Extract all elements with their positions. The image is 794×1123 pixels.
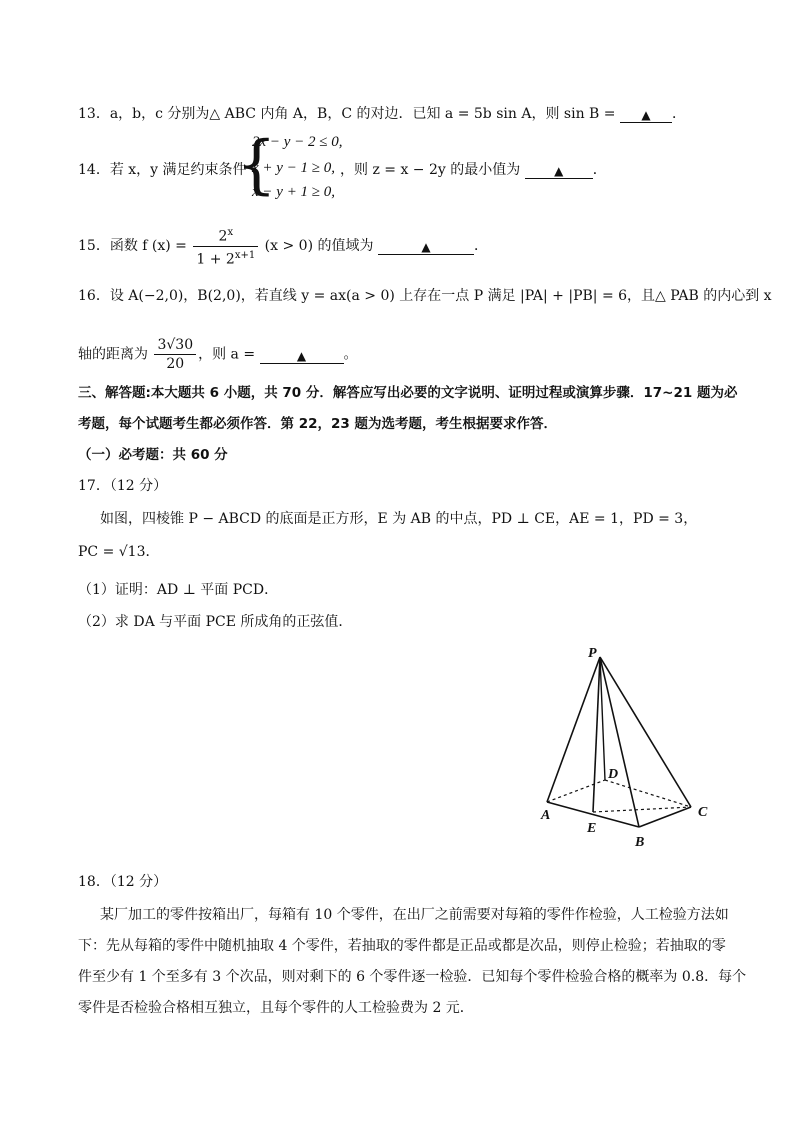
q14-brace: {	[236, 128, 277, 202]
q15-frac-denominator: $1 + 2^{x+1}$	[196, 249, 256, 268]
q13-end: ．	[671, 106, 686, 122]
section-3-subheading: （一）必考题：共 60 分	[78, 447, 228, 463]
question-16-line2	[78, 336, 358, 373]
q15-answer-mark: ▲	[421, 240, 431, 255]
q13-answer-mark: ▲	[641, 108, 651, 122]
edge-PE	[593, 657, 600, 812]
q15-frac-numerator: 2$^x$	[193, 224, 258, 247]
q16-text-b: 轴的距离为	[78, 346, 148, 363]
q16-fraction	[154, 336, 196, 373]
q13-number: 13．	[78, 106, 110, 122]
q16-answer-blank	[260, 347, 344, 364]
q14-condition-2: x + y − 1 ≥ 0,	[252, 160, 336, 176]
q18-header: 18．（12 分）	[78, 874, 168, 890]
q18-line-2: 下：先从每箱的零件中随机抽取 4 个零件，若抽取的零件都是正品或都是次品，则停止检验；若抽取的零	[78, 938, 726, 954]
q14-condition-3: x − y + 1 ≥ 0,	[252, 184, 336, 200]
section-3-heading-line1: 三、解答题:本大题共 6 小题，共 70 分．解答应写出必要的文字说明、证明过程或演算步骤．17~21 题为必	[78, 385, 738, 401]
label-P: P	[588, 646, 597, 661]
q18-line-3: 件至少有 1 个至多有 3 个次品，则对剩下的 6 个零件逐一检验．已知每个零件检验合格的概率为 0.8．每个	[78, 969, 747, 985]
q16-frac-numerator: 3√30	[154, 336, 196, 355]
q17-part-1: （1）证明：AD ⊥ 平面 PCD．	[78, 582, 279, 598]
question-14-tail	[340, 160, 607, 180]
q16-frac-denominator: 20	[166, 356, 185, 372]
edge-PA	[547, 657, 600, 802]
question-15	[78, 224, 488, 268]
q14-text-a: 若 x，y 满足约束条件	[109, 162, 247, 178]
q16-end: 。	[343, 346, 358, 363]
q13-text: a，b，c 分别为△ ABC 内角 A，B，C 的对边．已知 a = 5b sin A，则 sin B =	[109, 106, 616, 122]
label-B: B	[635, 835, 645, 850]
q16-answer-mark: ▲	[296, 348, 307, 363]
question-13	[78, 104, 686, 124]
label-A: A	[541, 808, 551, 823]
edge-DC	[605, 780, 691, 807]
q16-number: 16．	[78, 288, 110, 304]
section-3-heading-line2: 考题，每个试题考生都必须作答．第 22，23 题为选考题，考生根据要求作答．	[78, 416, 557, 432]
q14-answer-mark: ▲	[554, 164, 564, 178]
question-16-line1	[78, 286, 772, 306]
q18-line-1: 某厂加工的零件按箱出厂，每箱有 10 个零件，在出厂之前需要对每箱的零件作检验，人工检验方法如	[100, 907, 729, 923]
q17-part-2: （2）求 DA 与平面 PCE 所成角的正弦值．	[78, 614, 353, 630]
edge-PC	[600, 657, 691, 807]
label-C: C	[698, 805, 708, 820]
edge-PB	[600, 657, 639, 827]
pyramid-figure	[525, 642, 720, 857]
question-14	[78, 160, 247, 180]
q14-text-b: ，则 z = x − 2y 的最小值为	[340, 162, 521, 178]
q14-condition-1: 2x − y − 2 ≤ 0,	[252, 134, 343, 150]
label-E: E	[587, 821, 597, 836]
edge-EC	[593, 807, 691, 812]
edge-AD	[547, 780, 605, 802]
q15-text-b: (x > 0) 的值域为	[264, 238, 374, 255]
q16-text-c: ，则 a =	[198, 346, 256, 363]
q16-text-a: 设 A(−2,0)，B(2,0)，若直线 y = ax(a > 0) 上存在一点 P 满足 |PA| + |PB| = 6，且△ PAB 的内心到 x	[109, 288, 772, 304]
edge-BC	[639, 807, 691, 827]
q15-answer-blank	[378, 238, 474, 255]
q17-body-line1: 如图，四棱锥 P − ABCD 的底面是正方形，E 为 AB 的中点，PD ⊥ CE，AE = 1，PD = 3，	[100, 511, 698, 527]
q13-answer-blank	[620, 106, 672, 123]
q17-body-line2: PC = √13．	[78, 544, 160, 560]
q14-end: ．	[592, 162, 607, 178]
label-D: D	[608, 767, 619, 782]
q15-text-a: 函数 f (x) =	[109, 238, 187, 255]
q15-number: 15．	[78, 238, 110, 255]
q14-number: 14．	[78, 162, 110, 178]
q17-header: 17．（12 分）	[78, 478, 168, 494]
q15-fraction	[193, 224, 258, 268]
q15-end: ．	[473, 238, 488, 255]
pyramid-diagram	[525, 642, 720, 857]
q18-line-4: 零件是否检验合格相互独立，且每个零件的人工检验费为 2 元．	[78, 1000, 474, 1016]
q14-answer-blank	[525, 162, 593, 179]
